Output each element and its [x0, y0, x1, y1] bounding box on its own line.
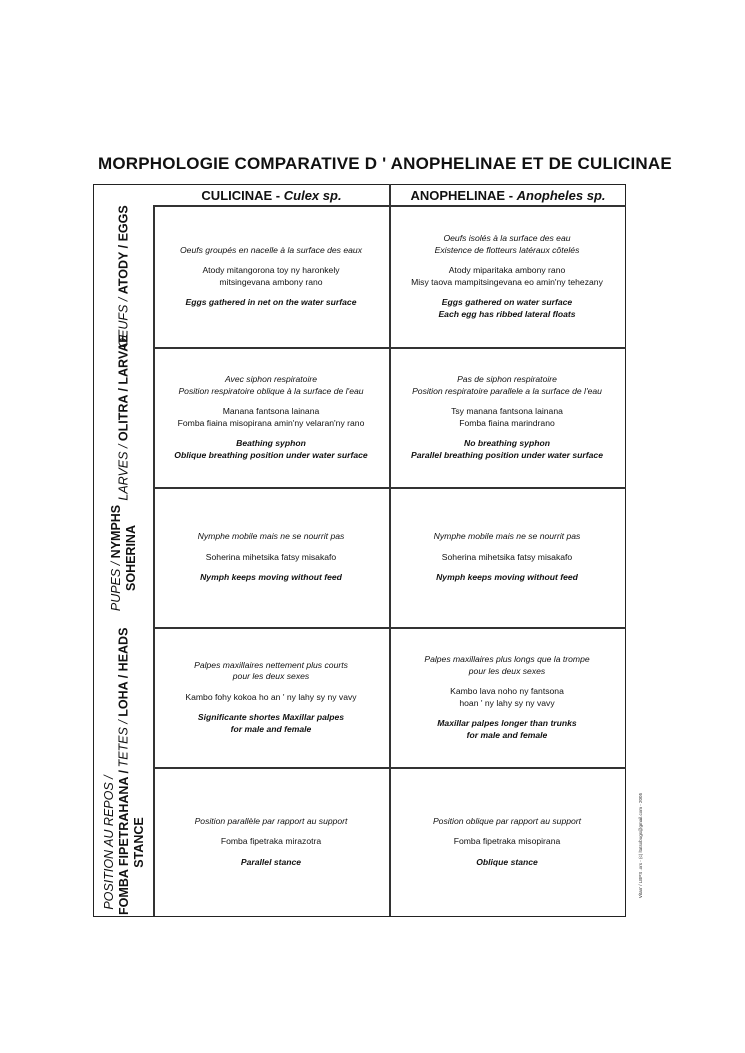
table-cell-anophelinae [392, 489, 622, 626]
cell-text-malagasy: Fomba fipetraka misopirana [453, 836, 561, 847]
cell-text-english: Parallel stance [240, 856, 302, 867]
cell-text-malagasy: Soherina mihetsika fatsy misakafo [205, 551, 337, 562]
column-divider [389, 184, 391, 916]
row-label-larvae [95, 334, 153, 501]
cell-text-french: Position parallèle par rapport au support [194, 815, 348, 826]
cell-text-english: Nymph keeps moving without feed [200, 572, 342, 583]
column-species: Culex sp. [283, 188, 342, 203]
column-name: ANOPHELINAE - [410, 188, 514, 203]
credit-note [636, 780, 646, 910]
table-cell-culicinae [156, 769, 386, 915]
cell-text-malagasy: Atody mitangorona toy ny haronkely mitsingevana ambony rano [202, 265, 340, 287]
cell-text-malagasy: Tsy manana fantsona lainana Fomba fiaina marindrano [451, 406, 563, 428]
table-cell-anophelinae [392, 207, 622, 346]
row-label-italic: OEUFS / [116, 297, 131, 348]
cell-text-english: No breathing syphon Parallel breathing position under water surface [411, 438, 603, 460]
column-species: Anopheles sp. [516, 188, 606, 203]
row-label-stance [95, 768, 153, 916]
row-label-italic: LARVES / [116, 444, 131, 501]
column-header-anophelinae [390, 186, 626, 206]
column-name: CULICINAE - [201, 188, 281, 203]
cell-text-malagasy: Soherina mihetsika fatsy misakafo [441, 551, 573, 562]
cell-text-french: Nymphe mobile mais ne se nourrit pas [433, 531, 581, 542]
cell-text-english: Maxillar palpes longer than trunks for male and female [437, 718, 577, 740]
row-label-bold: NYMPHS [109, 504, 124, 558]
cell-text-french: Nymphe mobile mais ne se nourrit pas [197, 531, 345, 542]
table-cell-anophelinae [392, 769, 622, 915]
cell-text-malagasy: Atody miparitaka ambony rano Misy taova mampitsingevana eo amin'ny tehezany [411, 265, 603, 287]
cell-text-english: Eggs gathered on water surface Each egg has ribbed lateral floats [438, 297, 576, 319]
cell-text-english: Oblique stance [476, 856, 538, 867]
table-cell-culicinae [156, 207, 386, 346]
row-label-bold: ATODY / EGGS [116, 205, 131, 295]
row-label-italic: PUPES / [109, 561, 124, 611]
cell-text-french: Avec siphon respiratoire Position respiratoire oblique à la surface de l'eau [178, 374, 364, 396]
cell-text-french: Pas de siphon respiratoire Position respiratoire parallele a la surface de l'eau [412, 374, 602, 396]
cell-text-malagasy: Kambo fohy kokoa ho an ' ny lahy sy ny vavy [185, 691, 357, 702]
cell-text-malagasy: Fomba fipetraka mirazotra [220, 836, 322, 847]
table-cell-culicinae [156, 349, 386, 486]
row-label-bold: OLITRA / LARVAE [116, 334, 131, 442]
table-cell-anophelinae [392, 629, 622, 766]
page-title: MORPHOLOGIE COMPARATIVE D ' ANOPHELINAE ET DE CULICINAE [98, 154, 672, 173]
row-label-pupae [95, 488, 153, 627]
row-label-heads [95, 628, 153, 767]
row-label-bold-second: SOHERINA [124, 524, 139, 591]
row-label-bold-second: STANCE [131, 816, 146, 868]
cell-text-french: Oeufs groupés en nacelle à la surface des eaux [179, 244, 363, 255]
row-label-italic: TETES / [116, 720, 131, 768]
row-label-eggs [95, 206, 153, 347]
table-cell-anophelinae [392, 349, 622, 486]
cell-text-french: Position oblique par rapport au support [432, 815, 582, 826]
table-cell-culicinae [156, 489, 386, 626]
cell-text-english: Significante shortes Maxillar palpes for male and female [197, 712, 345, 734]
cell-text-english: Eggs gathered in net on the water surface [185, 297, 357, 307]
cell-text-french: Palpes maxillaires nettement plus courts pour les deux sexes [194, 659, 348, 682]
column-header-culicinae [154, 186, 389, 206]
cell-text-french: Oeufs isolés à la surface des eau Existence de flotteurs latéraux côtelés [434, 233, 580, 255]
cell-text-malagasy: Kambo lava noho ny fantsona hoan ' ny lahy sy ny vavy [450, 686, 564, 708]
row-label-italic: POSITION AU REPOS / [101, 774, 116, 910]
row-label-bold: FOMBA FIPETRAHANA / [116, 769, 131, 915]
row-label-bold: LOHA / HEADS [116, 627, 131, 717]
credit-text: Vitan' / LBPS .ors - (c) ltatsobugs@gmail.com - 2005 [638, 792, 644, 898]
cell-text-english: Beathing syphon Oblique breathing position under water surface [174, 438, 368, 460]
table-cell-culicinae [156, 629, 386, 766]
row-label-divider [153, 206, 155, 916]
cell-text-malagasy: Manana fantsona lainana Fomba fiaina misopirana amin'ny velaran'ny rano [177, 406, 365, 428]
cell-text-french: Palpes maxillaires plus longs que la trompe pour les deux sexes [424, 654, 590, 676]
cell-text-english: Nymph keeps moving without feed [436, 572, 578, 583]
